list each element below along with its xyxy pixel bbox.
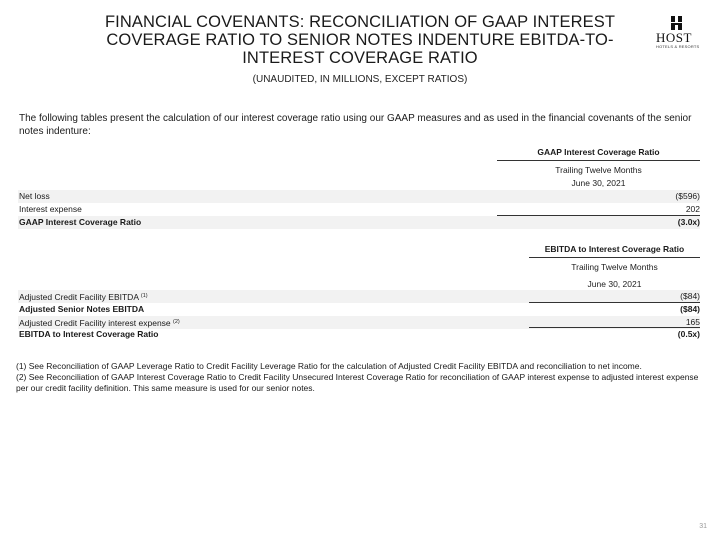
page-title-line-3: INTEREST COVERAGE RATIO: [242, 49, 478, 67]
gaap-coverage-heading: GAAP Interest Coverage Ratio: [497, 147, 700, 161]
row-value: 202: [685, 204, 700, 214]
host-logo-tagline: HOTELS & RESORTS: [656, 44, 700, 49]
row-value: (0.5x): [677, 329, 700, 339]
row-label: [19, 290, 148, 304]
footnote-ref: (2): [173, 319, 180, 325]
footnote-2: (2) See Reconciliation of GAAP Interest Coverage Ratio to Credit Facility Unsecured Interest Coverage Ratio for reconciliation of GAAP interest expense to adjusted interest expense per our credit facility definition. This same measure is used for our senior notes.: [16, 372, 699, 393]
row-value: 165: [685, 317, 700, 327]
row-label-text: Adjusted Credit Facility interest expense: [19, 318, 171, 328]
page-title-line-2: COVERAGE RATIO TO SENIOR NOTES INDENTURE EBITDA-TO-: [106, 31, 614, 49]
page-number: 31: [699, 523, 707, 530]
ebitda-coverage-period-date: June 30, 2021: [587, 279, 642, 289]
row-label: Interest expense: [19, 204, 82, 214]
host-logo-wordmark: HOST: [656, 30, 692, 45]
row-label-text: Adjusted Credit Facility EBITDA: [19, 292, 139, 302]
row-value: ($596): [675, 191, 700, 201]
host-logo-icon: [670, 16, 684, 30]
page-title: [90, 13, 630, 67]
row-label: GAAP Interest Coverage Ratio: [19, 217, 142, 227]
footnote-ref: (1): [140, 293, 148, 299]
page-subtitle: (UNAUDITED, IN MILLIONS, EXCEPT RATIOS): [252, 74, 468, 85]
row-label: EBITDA to Interest Coverage Ratio: [19, 329, 159, 339]
row-value: ($84): [680, 304, 700, 314]
table-row: [18, 328, 700, 341]
gaap-coverage-period-date: June 30, 2021: [571, 178, 626, 188]
host-logo: [650, 16, 706, 50]
footnote-1: (1) See Reconciliation of GAAP Leverage Ratio to Credit Facility Leverage Ratio for the calculation of Adjusted Credit Facility EBITDA and reconciliation to net income.: [16, 361, 642, 371]
row-value: (3.0x): [677, 217, 700, 227]
intro-paragraph: The following tables present the calculation of our interest coverage ratio using our GAAP measures and as used in the financial covenants of the senior notes indenture:: [19, 113, 692, 137]
ebitda-coverage-heading: EBITDA to Interest Coverage Ratio: [529, 244, 700, 258]
page-title-line-1: FINANCIAL COVENANTS: RECONCILIATION OF GAAP INTEREST: [104, 13, 616, 31]
row-label: Net loss: [19, 191, 50, 201]
row-label: Adjusted Senior Notes EBITDA: [19, 304, 145, 314]
gaap-coverage-period-label: Trailing Twelve Months: [555, 165, 642, 175]
table-row: [18, 190, 700, 203]
table-row: [18, 303, 700, 316]
ebitda-coverage-period-label: Trailing Twelve Months: [571, 262, 658, 272]
table-row: [18, 216, 700, 229]
row-value: ($84): [680, 291, 700, 301]
footnotes: [16, 361, 706, 394]
